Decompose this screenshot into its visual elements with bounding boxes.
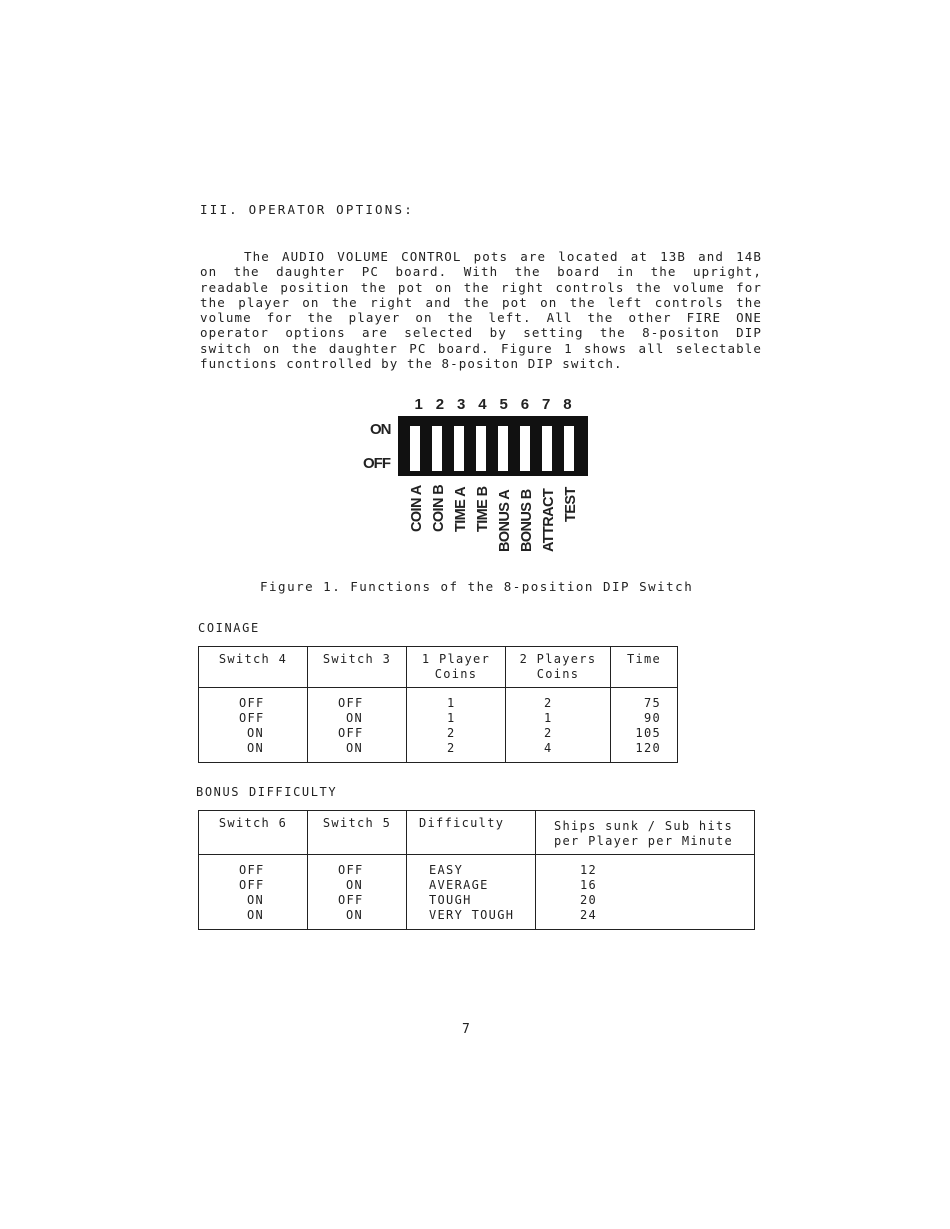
paragraph-line: volume for the player on the left. All the other FIRE ONE	[200, 310, 762, 326]
table-cell: 4	[544, 741, 553, 755]
dip-position-numbers	[408, 396, 578, 413]
dip-function-label: COIN B	[431, 484, 447, 532]
dip-switch-slot	[542, 426, 552, 471]
dip-function-label: TIME A	[453, 487, 469, 532]
table-header-row	[199, 811, 755, 855]
table-header-cell: Switch 3	[322, 652, 392, 666]
table-cell: ON	[247, 908, 265, 922]
table-cell: ON	[247, 726, 265, 740]
table-cell: 105	[635, 726, 661, 740]
table-cell: 120	[635, 741, 661, 755]
table-cell: 2	[544, 696, 553, 710]
dip-number: 5	[499, 396, 508, 413]
dip-function-label: COIN A	[409, 485, 425, 532]
table-cell: OFF	[338, 696, 364, 710]
paragraph-line: readable position the pot on the right controls the volume for	[200, 279, 762, 295]
table-header-cell: Time	[626, 652, 662, 666]
table-cell: ON	[346, 908, 364, 922]
paragraph-line: The AUDIO VOLUME CONTROL pots are located at 13B and 14B	[244, 249, 762, 264]
table-cell: EASY	[429, 863, 464, 877]
table-cell: ON	[346, 741, 364, 755]
table-cell: 20	[580, 893, 598, 907]
dip-function-label: ATTRACT	[541, 488, 557, 552]
table-cell: OFF	[239, 696, 265, 710]
dip-on-label: ON	[370, 421, 391, 438]
dip-number: 7	[541, 396, 551, 413]
table-cell: 12	[580, 863, 598, 877]
table-cell: OFF	[239, 878, 265, 892]
dip-number: 2	[435, 396, 445, 413]
table-cell: OFF	[239, 711, 265, 725]
table-cell: ON	[247, 741, 265, 755]
dip-switch-slot	[564, 426, 574, 471]
table-cell: 1	[447, 711, 456, 725]
table-header-cell: Switch 5	[322, 816, 392, 830]
table-cell: 16	[580, 878, 598, 892]
dip-number: 3	[456, 396, 466, 413]
table-cell: OFF	[338, 863, 364, 877]
intro-paragraph	[200, 249, 762, 371]
dip-function-label: BONUS A	[497, 489, 513, 552]
dip-number: 8	[563, 396, 572, 413]
figure-caption: Figure 1. Functions of the 8-position DIP Switch	[260, 579, 694, 594]
dip-function-label: BONUS B	[519, 489, 535, 552]
table-header-cell: 1 Player Coins	[421, 652, 491, 681]
table-header-cell: Switch 4	[218, 652, 288, 666]
dip-number: 4	[478, 396, 487, 413]
table-cell: 1	[544, 711, 553, 725]
bonus-difficulty-table	[198, 810, 755, 930]
dip-number: 6	[520, 396, 530, 413]
section-heading: III. OPERATOR OPTIONS:	[200, 202, 414, 217]
table-cell: 2	[544, 726, 553, 740]
coinage-table	[198, 646, 678, 763]
table-body	[199, 855, 755, 930]
paragraph-line: switch on the daughter PC board. Figure 1 shows all selectable	[200, 340, 762, 356]
dip-function-label: TIME B	[475, 486, 491, 532]
table-cell: TOUGH	[429, 893, 472, 907]
coinage-title: COINAGE	[198, 621, 260, 635]
table-cell: 1	[447, 696, 456, 710]
dip-switch-slot	[432, 426, 442, 471]
table-cell: VERY TOUGH	[429, 908, 515, 922]
table-header-cell: Difficulty	[419, 816, 505, 830]
table-header-cell: Switch 6	[218, 816, 288, 830]
bonus-difficulty-title: BONUS DIFFICULTY	[196, 785, 338, 799]
dip-switch-figure	[360, 392, 610, 562]
dip-off-label: OFF	[363, 455, 390, 472]
paragraph-line: operator options are selected by setting the 8-positon DIP	[200, 325, 762, 341]
table-header-cell: 2 Players Coins	[519, 652, 597, 681]
dip-number: 1	[414, 396, 423, 413]
dip-switch-slot	[476, 426, 486, 471]
table-cell: 2	[447, 741, 456, 755]
table-cell: AVERAGE	[429, 878, 489, 892]
dip-switch-slot	[498, 426, 508, 471]
table-cell: 90	[643, 711, 661, 725]
table-cell: ON	[346, 878, 364, 892]
paragraph-line: functions controlled by the 8-positon DIP switch.	[200, 356, 623, 372]
dip-switch-slot	[410, 426, 420, 471]
table-cell: OFF	[338, 726, 364, 740]
table-cell: 24	[580, 908, 598, 922]
table-cell: OFF	[239, 863, 265, 877]
page-number: 7	[462, 1022, 470, 1037]
table-cell: 75	[643, 696, 661, 710]
table-cell: ON	[247, 893, 265, 907]
dip-function-label: TEST	[563, 487, 579, 522]
table-cell: OFF	[338, 893, 364, 907]
dip-switch-body	[398, 416, 588, 476]
table-cell: 2	[447, 726, 456, 740]
paragraph-line: the player on the right and the pot on the left controls the	[200, 294, 762, 310]
paragraph-line: on the daughter PC board. With the board in the upright,	[200, 264, 762, 280]
table-body	[199, 688, 678, 763]
table-cell: ON	[346, 711, 364, 725]
dip-switch-slot	[454, 426, 464, 471]
table-header-cell: Ships sunk / Sub hits per Player per Minute	[554, 819, 734, 848]
table-header-row	[199, 647, 678, 688]
dip-switch-slot	[520, 426, 530, 471]
